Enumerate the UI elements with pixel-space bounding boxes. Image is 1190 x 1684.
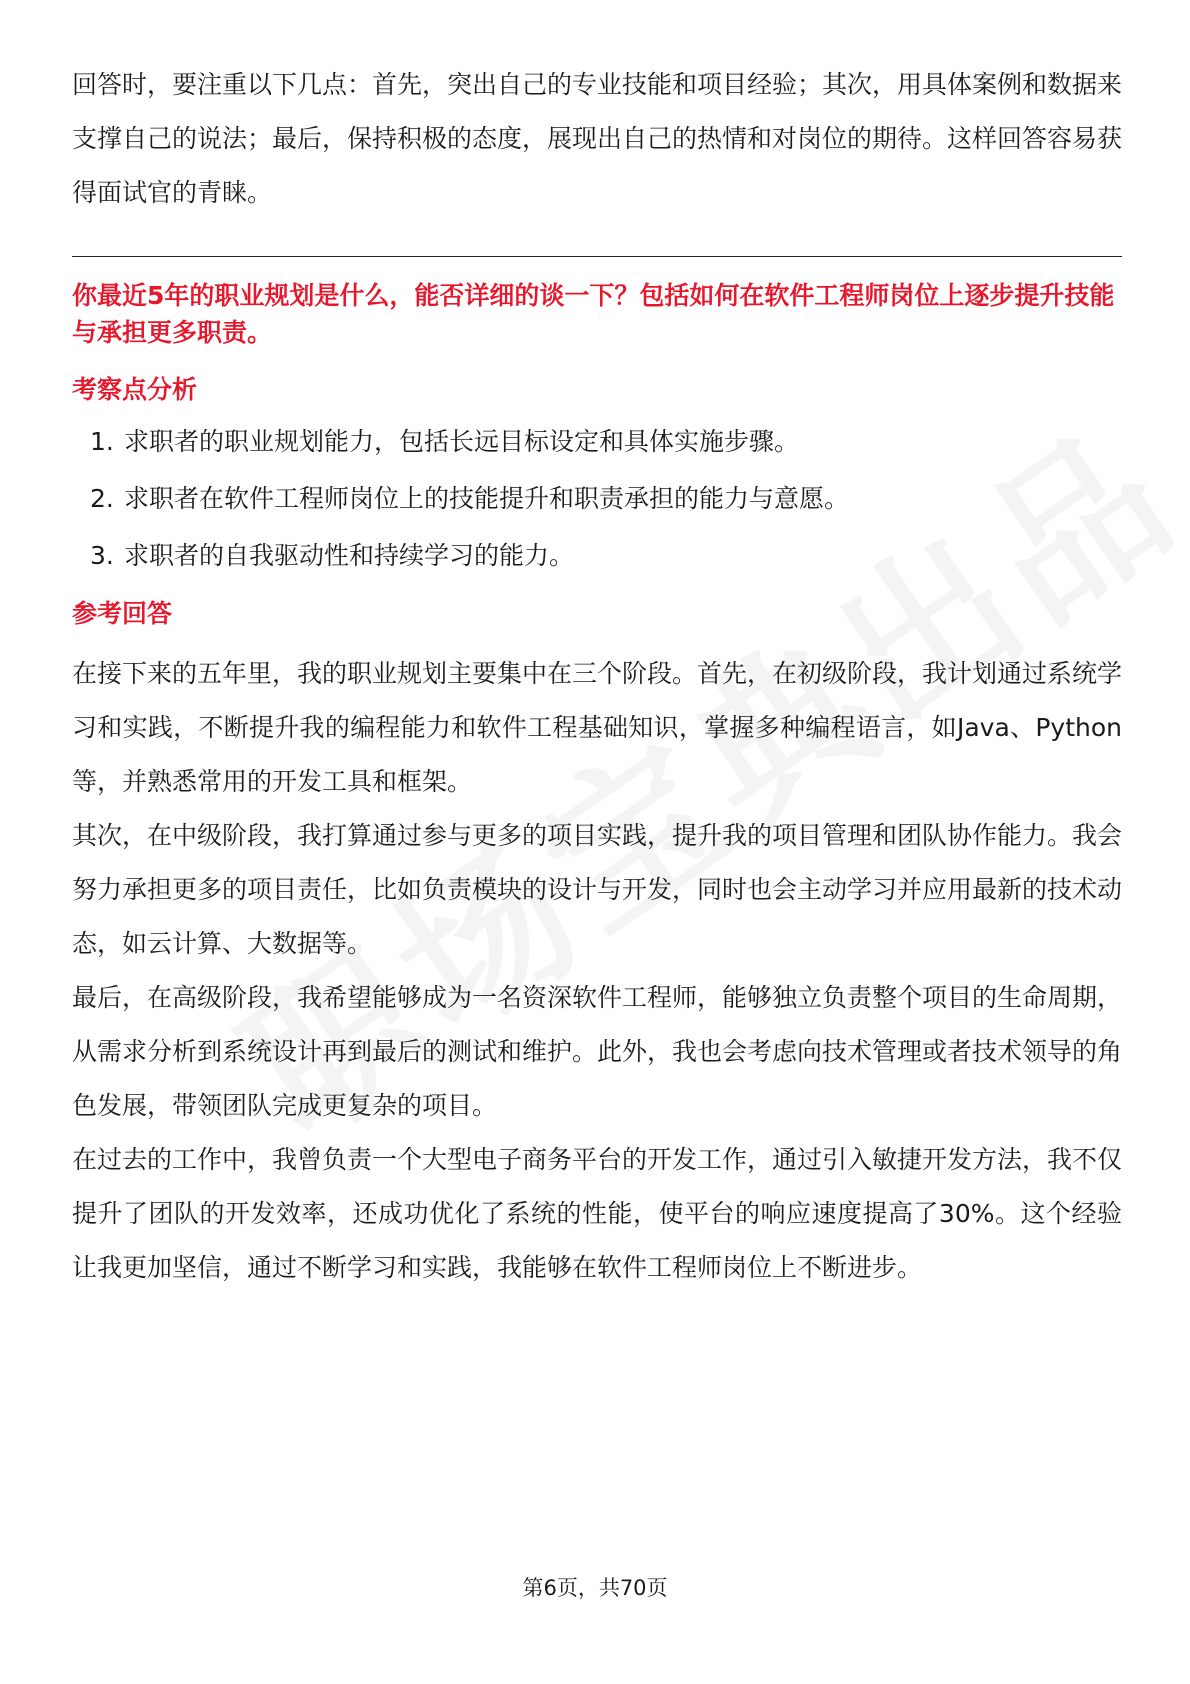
section-divider [72, 256, 1122, 257]
answer-paragraph: 最后，在高级阶段，我希望能够成为一名资深软件工程师，能够独立负责整个项目的生命周期，从需求分析到系统设计再到最后的测试和维护。此外，我也会考虑向技术管理或者技术领导的角色发展，带领团队完成更复杂的项目。 [72, 983, 1123, 1120]
answer-paragraph: 在接下来的五年里，我的职业规划主要集中在三个阶段。首先，在初级阶段，我计划通过系统学习和实践，不断提升我的编程能力和软件工程基础知识，掌握多种编程语言，如Java、Python等，并熟悉常用的开发工具和框架。 [72, 659, 1123, 796]
answer-paragraph: 在过去的工作中，我曾负责一个大型电子商务平台的开发工作，通过引入敏捷开发方法，我不仅提升了团队的开发效率，还成功优化了系统的性能，使平台的响应速度提高了30%。这个经验让我更加坚信，通过不断学习和实践，我能够在软件工程师岗位上不断进步。 [72, 1145, 1123, 1282]
intro-paragraph: 回答时，要注重以下几点：首先，突出自己的专业技能和项目经验；其次，用具体案例和数据来支撑自己的说法；最后，保持积极的态度，展现出自己的热情和对岗位的期待。这样回答容易获得面试官的青睐。 [72, 70, 1123, 207]
document-page [72, 58, 1122, 1295]
answer-heading: 参考回答 [72, 599, 173, 628]
list-item-number: 1. [90, 427, 114, 456]
list-item-number: 3. [90, 541, 114, 570]
list-item-text: 求职者在软件工程师岗位上的技能提升和职责承担的能力与意愿。 [124, 484, 850, 513]
list-item-text: 求职者的自我驱动性和持续学习的能力。 [124, 541, 575, 570]
interview-question: 你最近5年的职业规划是什么，能否详细的谈一下？包括如何在软件工程师岗位上逐步提升技能与承担更多职责。 [72, 281, 1115, 347]
list-item [90, 480, 1122, 518]
analysis-list [72, 423, 1122, 575]
analysis-heading: 考察点分析 [72, 375, 198, 404]
answer-paragraph: 其次，在中级阶段，我打算通过参与更多的项目实践，提升我的项目管理和团队协作能力。我会努力承担更多的项目责任，比如负责模块的设计与开发，同时也会主动学习并应用最新的技术动态，如云计算、大数据等。 [72, 821, 1123, 958]
list-item [90, 423, 1122, 461]
list-item-text: 求职者的职业规划能力，包括长远目标设定和具体实施步骤。 [124, 427, 800, 456]
page-number-footer: 第6页，共70页 [522, 1576, 668, 1600]
list-item [90, 537, 1122, 575]
list-item-number: 2. [90, 484, 114, 513]
